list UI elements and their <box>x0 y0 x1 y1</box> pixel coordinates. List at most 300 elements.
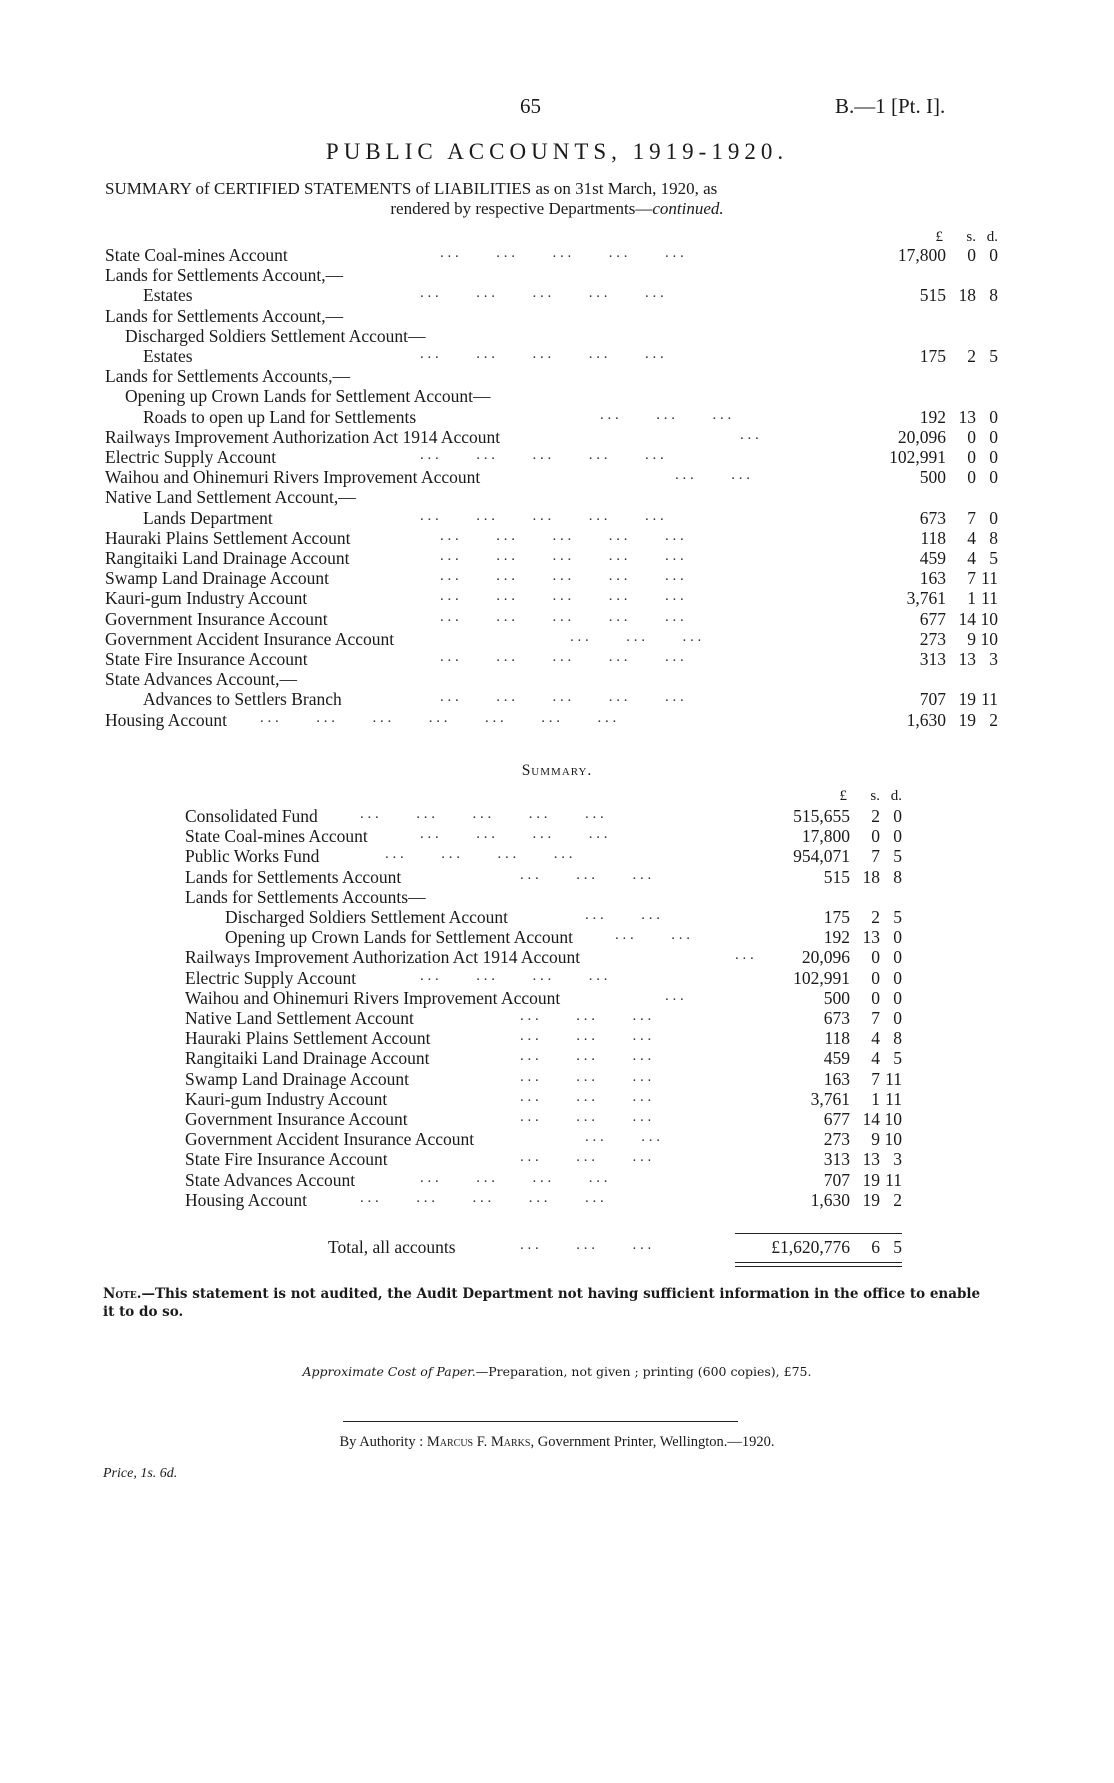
summary-pence: 2 <box>893 1189 902 1210</box>
account-pence: 10 <box>980 608 998 629</box>
summary-row <box>185 867 902 887</box>
account-label: Lands for Settlements Account,— <box>105 265 344 286</box>
summary-shillings: 0 <box>871 947 880 968</box>
account-label: Lands for Settlements Accounts,— <box>105 366 350 387</box>
summary-pounds: 102,991 <box>793 967 850 988</box>
account-label: Lands for Settlements Account,— <box>105 305 344 326</box>
account-pence: 5 <box>989 548 998 568</box>
account-leader-dots: . . . . . . . . . . . . . . . <box>440 245 684 261</box>
summary-row <box>185 1008 902 1028</box>
account-row <box>105 568 998 588</box>
summary-shillings: 2 <box>871 907 880 927</box>
summary-label: Government Insurance Account <box>185 1109 408 1129</box>
summary-leader-dots: . . . <box>665 987 684 1004</box>
subtitle-continued: continued. <box>652 199 724 218</box>
summary-currency-header-cells <box>760 788 902 808</box>
account-pounds: 673 <box>919 507 946 528</box>
summary-pence: 11 <box>885 1169 902 1190</box>
account-row <box>105 669 998 689</box>
summary-label: Consolidated Fund <box>185 806 318 826</box>
account-pence: 5 <box>989 346 998 366</box>
account-row <box>105 265 998 285</box>
summary-shillings: 13 <box>862 1149 880 1170</box>
summary-leader-dots: . . . . . . . . . . . . <box>385 846 573 863</box>
account-label: Electric Supply Account <box>105 447 277 467</box>
page-title: PUBLIC ACCOUNTS, 1919-1920. <box>325 139 789 164</box>
summary-amount <box>760 826 902 846</box>
account-amount <box>856 285 998 305</box>
summary-leader-dots: . . . . . . . . . <box>520 1088 652 1105</box>
account-pounds: 3,761 <box>906 588 946 609</box>
summary-leader-dots: . . . . . . . . . . . . <box>420 826 608 843</box>
account-pounds: 17,800 <box>897 245 946 265</box>
account-pounds: 500 <box>919 467 946 488</box>
summary-amount <box>760 1089 902 1109</box>
account-amount <box>856 407 998 427</box>
summary-label: Housing Account <box>185 1189 308 1210</box>
summary-shillings: 9 <box>871 1129 880 1150</box>
summary-amount <box>760 927 902 947</box>
summary-pounds: 20,096 <box>801 947 850 968</box>
summary-leader-dots: . . . . . . <box>585 1129 660 1146</box>
summary-row <box>185 846 902 866</box>
summary-label: Waihou and Ohinemuri Rivers Improvement Account <box>185 987 561 1008</box>
summary-label: Railways Improvement Authorization Act 1914 Account <box>185 947 581 968</box>
summary-amount <box>760 867 902 887</box>
account-pounds: 273 <box>919 628 946 649</box>
account-amount <box>856 588 998 608</box>
summary-amount <box>760 1170 902 1190</box>
account-label: Kauri-gum Industry Account <box>105 588 308 609</box>
total-label: Total, all accounts <box>328 1237 456 1257</box>
summary-row <box>185 1129 902 1149</box>
account-pence: 0 <box>989 426 998 447</box>
summary-pence: 10 <box>884 1109 902 1129</box>
summary-row <box>185 1069 902 1089</box>
subtitle-line-1: SUMMARY of CERTIFIED STATEMENTS of LIABILITIES as on 31st March, 1920, as <box>105 179 718 198</box>
account-pounds: 707 <box>919 689 946 710</box>
summary-leader-dots: . . . . . . . . . . . . <box>420 967 608 984</box>
account-label: Estates <box>143 285 193 306</box>
account-amount <box>856 689 998 709</box>
summary-row <box>185 927 902 947</box>
summary-pence: 3 <box>893 1149 902 1170</box>
account-row <box>105 487 998 507</box>
summary-row <box>185 887 902 907</box>
summary-label: Swamp Land Drainage Account <box>185 1068 410 1089</box>
summary-row <box>185 947 902 967</box>
summary-label: State Fire Insurance Account <box>185 1149 388 1170</box>
summary-label: Discharged Soldiers Settlement Account <box>225 907 509 927</box>
account-pounds: 175 <box>919 346 946 366</box>
summary-leader-dots: . . . . . . . . . . . . . . . <box>360 1189 604 1206</box>
account-amount <box>856 710 998 730</box>
account-row <box>105 508 998 528</box>
summary-pounds: 673 <box>823 1008 850 1028</box>
account-pence: 0 <box>989 507 998 528</box>
account-shillings: 2 <box>967 346 976 366</box>
summary-shillings: 7 <box>871 846 880 867</box>
account-pounds: 192 <box>919 406 946 427</box>
account-shillings: 13 <box>958 649 976 669</box>
account-pounds: 163 <box>919 568 946 589</box>
summary-pence: 11 <box>885 1088 902 1109</box>
summary-leader-dots: . . . . . . . . . <box>520 1149 652 1166</box>
account-leader-dots: . . . . . . . . . . . . . . . <box>440 689 684 706</box>
total-shillings: 6 <box>871 1237 880 1257</box>
account-leader-dots: . . . <box>740 426 759 443</box>
account-shillings: 0 <box>967 245 976 265</box>
account-pence: 11 <box>981 689 998 710</box>
account-label: Lands Department <box>143 507 273 528</box>
account-pounds: 1,630 <box>906 709 946 730</box>
account-label: Native Land Settlement Account,— <box>105 487 356 508</box>
summary-amount <box>760 1190 902 1210</box>
summary-shillings: 0 <box>871 967 880 988</box>
price: Price, 1s. 6d. <box>103 1466 178 1481</box>
account-leader-dots: . . . . . . . . . . . . . . . <box>420 285 664 302</box>
account-label: Discharged Soldiers Settlement Account— <box>125 325 426 346</box>
account-label: Government Accident Insurance Account <box>105 628 395 649</box>
shillings-header: s. <box>966 229 976 245</box>
account-shillings: 14 <box>958 608 976 629</box>
account-leader-dots: . . . . . . . . . <box>600 406 732 423</box>
summary-pounds: 1,630 <box>810 1189 850 1210</box>
summary-row <box>185 968 902 988</box>
account-amount <box>856 568 998 588</box>
total-pounds: £1,620,776 <box>771 1237 850 1257</box>
account-label: Advances to Settlers Branch <box>143 689 342 710</box>
account-amount <box>856 528 998 548</box>
account-row <box>105 528 998 548</box>
summary-pence: 0 <box>893 826 902 847</box>
total-rule-top <box>735 1233 902 1234</box>
account-row <box>105 629 998 649</box>
summary-leader-dots: . . . . . . . . . <box>520 1068 652 1085</box>
account-pence: 0 <box>989 406 998 427</box>
subtitle-line-2 <box>0 199 1114 219</box>
account-label: Government Insurance Account <box>105 608 328 629</box>
account-row <box>105 407 998 427</box>
summary-shillings: 0 <box>871 987 880 1008</box>
pence-header: d. <box>986 229 998 245</box>
account-row <box>105 427 998 447</box>
account-row <box>105 386 998 406</box>
summary-shillings: 7 <box>871 1008 880 1028</box>
summary-row <box>185 1190 902 1210</box>
summary-amount <box>760 968 902 988</box>
summary-pence: 8 <box>893 866 902 887</box>
summary-pounds: 273 <box>823 1129 850 1150</box>
account-pounds: 118 <box>920 527 946 548</box>
summary-pounds: 17,800 <box>801 826 850 847</box>
summary-pounds: 515 <box>823 866 850 887</box>
account-pence: 3 <box>989 649 998 669</box>
account-amount <box>856 447 998 467</box>
summary-pence: 5 <box>893 1048 902 1069</box>
account-label: Waihou and Ohinemuri Rivers Improvement Account <box>105 467 481 488</box>
account-pence: 11 <box>981 568 998 589</box>
account-row <box>105 447 998 467</box>
account-row <box>105 609 998 629</box>
summary-amount <box>760 1069 902 1089</box>
account-shillings: 19 <box>958 689 976 710</box>
summary-amount <box>760 806 902 826</box>
summary-currency-header <box>760 788 902 808</box>
account-shillings: 4 <box>967 548 976 568</box>
account-row <box>105 245 998 265</box>
total-row <box>185 1237 902 1257</box>
account-pounds: 459 <box>919 548 946 568</box>
account-shillings: 0 <box>967 467 976 488</box>
summary-shillings-header: s. <box>870 788 880 804</box>
account-leader-dots: . . . . . . . . . . . . . . . <box>440 608 684 625</box>
summary-leader-dots: . . . <box>735 947 754 964</box>
account-label: Railways Improvement Authorization Act 1914 Account <box>105 426 501 447</box>
summary-pounds: 175 <box>823 907 850 927</box>
account-label: State Advances Account,— <box>105 669 297 690</box>
summary-label: Opening up Crown Lands for Settlement Account <box>225 927 573 948</box>
account-label: Opening up Crown Lands for Settlement Account— <box>125 386 491 407</box>
account-shillings: 13 <box>958 406 976 427</box>
summary-pounds: 707 <box>823 1169 850 1190</box>
account-row <box>105 346 998 366</box>
summary-row <box>185 806 902 826</box>
page-number: 65 <box>520 94 541 118</box>
account-leader-dots: . . . . . . . . . . . . . . . <box>440 649 684 665</box>
account-amount <box>856 609 998 629</box>
summary-pounds: 163 <box>823 1068 850 1089</box>
summary-row <box>185 1170 902 1190</box>
total-amount <box>760 1237 902 1257</box>
subtitle-text: rendered by respective Departments— <box>390 199 653 218</box>
cost-label: Approximate Cost of Paper. <box>302 1364 476 1379</box>
account-amount <box>856 548 998 568</box>
account-row <box>105 548 998 568</box>
account-leader-dots: . . . . . . . . . . . . . . . <box>420 447 664 463</box>
note-text: —This statement is not audited, the Audit Department not having sufficient information in the office to enable it to do so. <box>103 1286 981 1320</box>
summary-row <box>185 988 902 1008</box>
account-pounds: 313 <box>919 649 946 669</box>
summary-shillings: 0 <box>871 826 880 847</box>
summary-label: State Advances Account <box>185 1169 356 1190</box>
summary-shillings: 7 <box>871 1068 880 1089</box>
summary-pounds: 118 <box>824 1028 850 1049</box>
account-shillings: 1 <box>967 588 976 609</box>
account-leader-dots: . . . . . . . . . <box>570 628 702 645</box>
account-label: Estates <box>143 346 193 366</box>
summary-leader-dots: . . . . . . <box>585 907 660 923</box>
summary-pounds: 192 <box>823 927 850 948</box>
summary-amount <box>760 1028 902 1048</box>
account-row <box>105 326 998 346</box>
account-pence: 0 <box>989 447 998 467</box>
account-label: Roads to open up Land for Settlements <box>143 406 417 427</box>
summary-pence: 0 <box>893 967 902 988</box>
summary-label: Government Accident Insurance Account <box>185 1129 475 1150</box>
summary-pounds: 459 <box>823 1048 850 1069</box>
summary-pounds: 3,761 <box>810 1088 850 1109</box>
summary-leader-dots: . . . . . . . . . . . . . . . <box>360 806 604 822</box>
summary-label: Kauri-gum Industry Account <box>185 1088 388 1109</box>
account-row <box>105 710 998 730</box>
account-leader-dots: . . . . . . . . . . . . . . . <box>440 568 684 585</box>
summary-amount <box>760 947 902 967</box>
summary-shillings: 14 <box>862 1109 880 1129</box>
account-row <box>105 306 998 326</box>
printer-imprint <box>0 1434 1114 1451</box>
summary-row <box>185 1109 902 1129</box>
account-amount <box>856 467 998 487</box>
summary-label: Lands for Settlements Account <box>185 866 402 887</box>
summary-pounds: 677 <box>823 1109 850 1129</box>
summary-amount <box>760 1109 902 1129</box>
summary-leader-dots: . . . . . . <box>615 927 690 944</box>
account-shillings: 4 <box>967 527 976 548</box>
total-pence: 5 <box>893 1237 902 1257</box>
summary-pounds: 500 <box>823 987 850 1008</box>
summary-leader-dots: . . . . . . . . . <box>520 1008 652 1024</box>
account-shillings: 7 <box>967 507 976 528</box>
account-row <box>105 649 998 669</box>
summary-label: Hauraki Plains Settlement Account <box>185 1028 431 1049</box>
account-label: Rangitaiki Land Drainage Account <box>105 548 350 568</box>
summary-label: Lands for Settlements Accounts— <box>185 886 426 907</box>
summary-pounds: 954,071 <box>793 846 850 867</box>
account-row <box>105 467 998 487</box>
paper-cost <box>0 1364 1114 1379</box>
account-label: State Coal-mines Account <box>105 245 288 265</box>
summary-leader-dots: . . . . . . . . . <box>520 1048 652 1065</box>
summary-title: Summary. <box>521 762 593 779</box>
summary-shillings: 2 <box>871 806 880 826</box>
summary-pounds-header: £ <box>839 788 847 804</box>
summary-pounds: 515,655 <box>793 806 850 826</box>
summary-leader-dots: . . . . . . . . . <box>520 1109 652 1125</box>
account-amount <box>856 346 998 366</box>
account-leader-dots: . . . . . . . . . . . . . . . <box>440 588 684 605</box>
summary-pence: 5 <box>893 846 902 867</box>
account-pence: 2 <box>989 709 998 730</box>
summary-pence: 10 <box>884 1129 902 1150</box>
account-leader-dots: . . . . . . . . . . . . . . . . . . . . . <box>260 709 617 726</box>
summary-row <box>185 1048 902 1068</box>
summary-shillings: 4 <box>871 1048 880 1069</box>
account-shillings: 18 <box>958 285 976 306</box>
summary-leader-dots: . . . . . . . . . . . . <box>420 1169 608 1186</box>
summary-amount <box>760 1149 902 1169</box>
summary-leader-dots: . . . . . . . . . <box>520 1028 652 1045</box>
account-amount <box>856 508 998 528</box>
summary-amount <box>760 1048 902 1068</box>
summary-label: State Coal-mines Account <box>185 826 368 847</box>
printer-name: Marcus F. Marks <box>426 1434 531 1450</box>
summary-label: Native Land Settlement Account <box>185 1008 414 1028</box>
account-leader-dots: . . . . . . <box>675 467 750 484</box>
summary-pounds: 313 <box>823 1149 850 1170</box>
summary-row <box>185 826 902 846</box>
imprint-rule <box>343 1421 738 1422</box>
summary-pence: 5 <box>893 907 902 927</box>
account-leader-dots: . . . . . . . . . . . . . . . <box>440 548 684 564</box>
account-pence: 8 <box>989 527 998 548</box>
account-row <box>105 285 998 305</box>
account-shillings: 9 <box>967 628 976 649</box>
summary-row <box>185 907 902 927</box>
account-pence: 10 <box>980 628 998 649</box>
account-label: Swamp Land Drainage Account <box>105 568 330 589</box>
account-pounds: 102,991 <box>889 447 946 467</box>
summary-shillings: 19 <box>862 1189 880 1210</box>
account-leader-dots: . . . . . . . . . . . . . . . <box>440 527 684 544</box>
pounds-header: £ <box>935 229 943 245</box>
account-shillings: 19 <box>958 709 976 730</box>
account-amount <box>856 649 998 669</box>
document-reference: B.—1 [Pt. I]. <box>835 94 946 118</box>
summary-shillings: 18 <box>862 866 880 887</box>
summary-shillings: 13 <box>862 927 880 948</box>
summary-label: Electric Supply Account <box>185 967 357 988</box>
summary-label: Public Works Fund <box>185 846 320 867</box>
summary-row <box>185 1089 902 1109</box>
account-row <box>105 366 998 386</box>
summary-pence: 11 <box>885 1068 902 1089</box>
total-rule-double-2 <box>735 1266 902 1267</box>
account-leader-dots: . . . . . . . . . . . . . . . <box>420 346 664 362</box>
summary-row <box>185 1028 902 1048</box>
summary-pence: 0 <box>893 987 902 1008</box>
account-shillings: 0 <box>967 426 976 447</box>
summary-pence: 0 <box>893 1008 902 1028</box>
account-shillings: 7 <box>967 568 976 589</box>
account-shillings: 0 <box>967 447 976 467</box>
account-pounds: 20,096 <box>897 426 946 447</box>
summary-shillings: 1 <box>871 1088 880 1109</box>
account-pounds: 677 <box>919 608 946 629</box>
summary-pence: 8 <box>893 1028 902 1049</box>
summary-amount <box>760 846 902 866</box>
account-label: Hauraki Plains Settlement Account <box>105 527 351 548</box>
summary-amount <box>760 1129 902 1149</box>
account-leader-dots: . . . . . . . . . . . . . . . <box>420 507 664 524</box>
summary-pence-header: d. <box>890 788 902 804</box>
summary-pence: 0 <box>893 947 902 968</box>
account-row <box>105 588 998 608</box>
summary-amount <box>760 988 902 1008</box>
account-pence: 0 <box>989 467 998 488</box>
account-label: Housing Account <box>105 709 228 730</box>
summary-pence: 0 <box>893 927 902 948</box>
account-amount <box>856 427 998 447</box>
summary-shillings: 4 <box>871 1028 880 1049</box>
audit-note <box>103 1285 983 1321</box>
account-row <box>105 689 998 709</box>
account-amount <box>856 245 998 265</box>
summary-shillings: 19 <box>862 1169 880 1190</box>
summary-amount <box>760 907 902 927</box>
summary-pence: 0 <box>893 806 902 826</box>
account-pence: 8 <box>989 285 998 306</box>
imprint-text-2: , Government Printer, Wellington.—1920. <box>530 1434 775 1450</box>
account-label: State Fire Insurance Account <box>105 649 308 669</box>
note-prefix: Note. <box>103 1286 142 1302</box>
account-pence: 11 <box>981 588 998 609</box>
account-amount <box>856 629 998 649</box>
total-leader-dots: . . . . . . . . . <box>520 1237 652 1253</box>
summary-amount <box>760 1008 902 1028</box>
imprint-text-1: By Authority : <box>339 1434 427 1450</box>
account-pence: 0 <box>989 245 998 265</box>
